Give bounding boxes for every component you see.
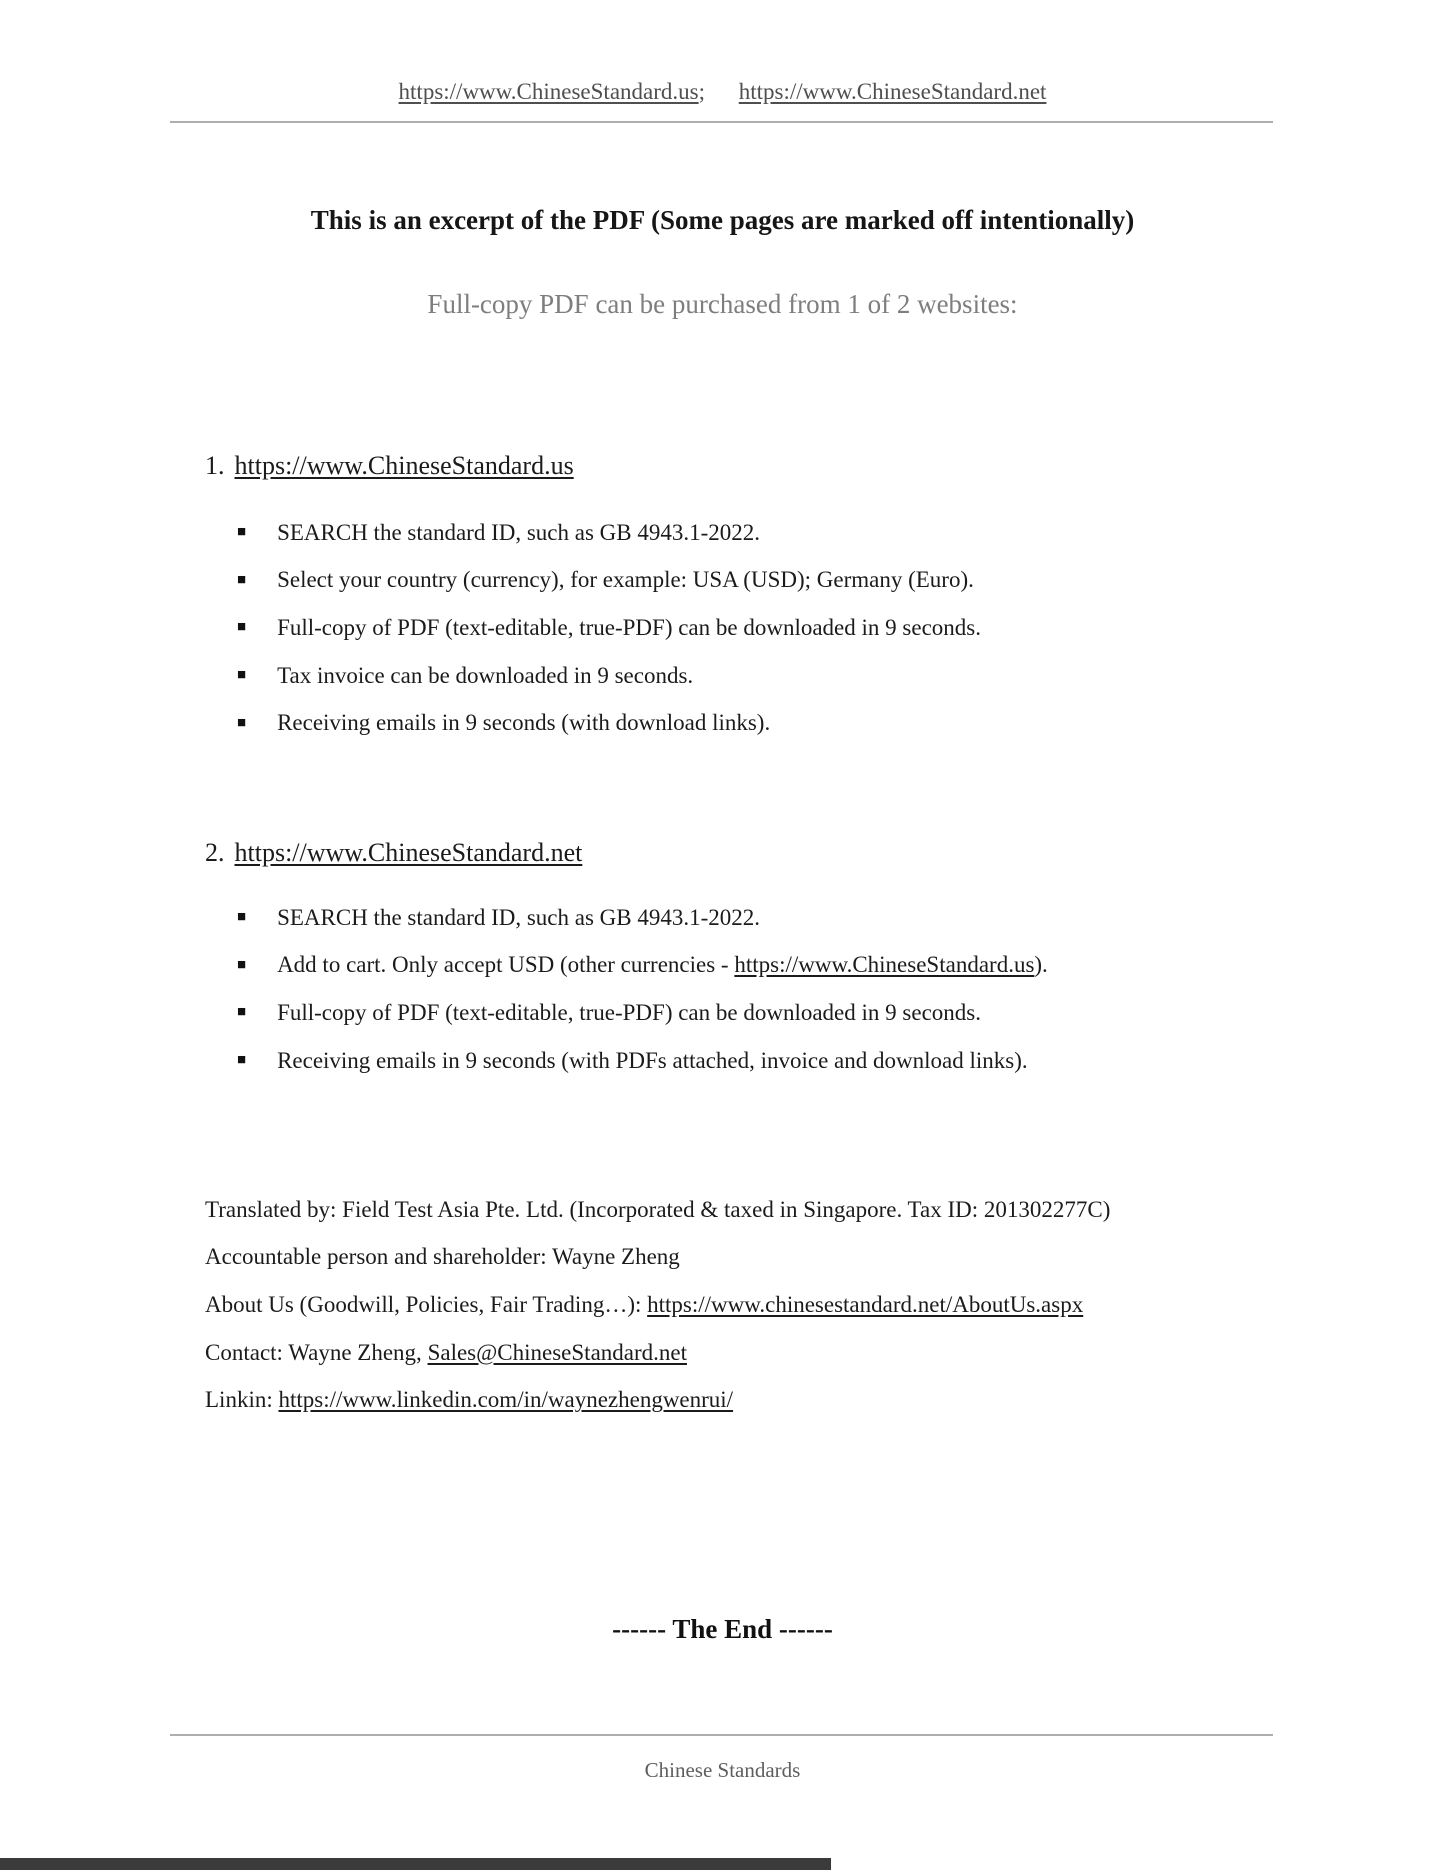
info-text: Contact: Wayne Zheng, Sales@ChineseStandard.net [205,1339,687,1365]
info-line-translated-by [205,1186,1110,1234]
info-line-contact [205,1329,1110,1377]
info-block [205,1186,1110,1424]
list-item [237,604,981,652]
bullet-text: Receiving emails in 9 seconds (with PDFs attached, invoice and download links). [277,1047,1028,1073]
bullet-text: SEARCH the standard ID, such as GB 4943.1-2022. [277,904,761,930]
bullet-text: Select your country (currency), for example: USA (USD); Germany (Euro). [277,567,974,593]
footer-rule [170,1734,1273,1736]
page-header [0,76,1445,108]
the-end-marker: ------ The End ------ [612,1614,833,1644]
square-bullet-icon: ■ [237,524,247,541]
bullet-text: Full-copy of PDF (text-editable, true-PDF) can be downloaded in 9 seconds. [277,999,981,1025]
bullet-text-suffix: ). [1034,952,1048,978]
page-subtitle: Full-copy PDF can be purchased from 1 of 2 websites: [427,289,1018,319]
inline-link-chinesestandard-us[interactable]: https://www.ChineseStandard.us [734,952,1035,978]
bottom-bar [0,1858,831,1870]
list-item [237,509,981,557]
bullet-text-prefix: Add to cart. Only accept USD (other currencies - [277,952,735,978]
list-item [237,942,1048,990]
info-line-accountable [205,1234,1110,1282]
header-rule [170,121,1273,123]
info-text: About Us (Goodwill, Policies, Fair Trading…): https://www.chinesestandard.net/AboutUs.aspx [205,1291,1084,1317]
list-item [237,894,1048,942]
bullet-text [277,949,1048,981]
square-bullet-icon: ■ [237,956,247,973]
footer-text: Chinese Standards [644,1758,801,1782]
section-1-heading [205,449,574,483]
section-1-number: 1. [205,451,225,480]
list-item [237,1037,1048,1085]
bullet-text: Full-copy of PDF (text-editable, true-PDF) can be downloaded in 9 seconds. [277,614,981,640]
list-item [237,989,1048,1037]
list-item [237,557,981,605]
list-item [237,652,981,700]
info-text: Accountable person and shareholder: Wayne Zheng [205,1244,680,1270]
bullet-text: SEARCH the standard ID, such as GB 4943.1-2022. [277,519,761,545]
header-separator: ; [698,79,705,104]
square-bullet-icon: ■ [237,571,247,588]
section-2-number: 2. [205,838,225,867]
square-bullet-icon: ■ [237,667,247,684]
bullet-text: Tax invoice can be downloaded in 9 seconds. [277,662,694,688]
section-2-heading [205,836,582,870]
info-text: Linkin: https://www.linkedin.com/in/waynezhengwenrui/ [205,1387,734,1413]
contact-email-link[interactable]: Sales@ChineseStandard.net [427,1339,687,1365]
square-bullet-icon: ■ [237,1052,247,1069]
about-us-link[interactable]: https://www.chinesestandard.net/AboutUs.aspx [647,1291,1084,1317]
header-link-net[interactable]: https://www.ChineseStandard.net [738,79,1047,104]
section-1-link[interactable]: https://www.ChineseStandard.us [234,451,574,480]
square-bullet-icon: ■ [237,909,247,926]
section-2-link[interactable]: https://www.ChineseStandard.net [234,838,583,867]
square-bullet-icon: ■ [237,1004,247,1021]
page-title: This is an excerpt of the PDF (Some pages are marked off intentionally) [310,205,1135,235]
info-line-about-us [205,1281,1110,1329]
header-link-us[interactable]: https://www.ChineseStandard.us [398,79,699,104]
square-bullet-icon: ■ [237,714,247,731]
info-line-linkedin [205,1376,1110,1424]
info-text: Translated by: Field Test Asia Pte. Ltd. (Incorporated & taxed in Singapore. Tax ID: 201302277C) [205,1196,1111,1222]
list-item [237,699,981,747]
linkedin-link[interactable]: https://www.linkedin.com/in/waynezhengwenrui/ [278,1387,734,1413]
bullet-text: Receiving emails in 9 seconds (with download links). [277,710,771,736]
section-1-list [237,509,981,747]
square-bullet-icon: ■ [237,619,247,636]
section-2-list [237,894,1048,1084]
